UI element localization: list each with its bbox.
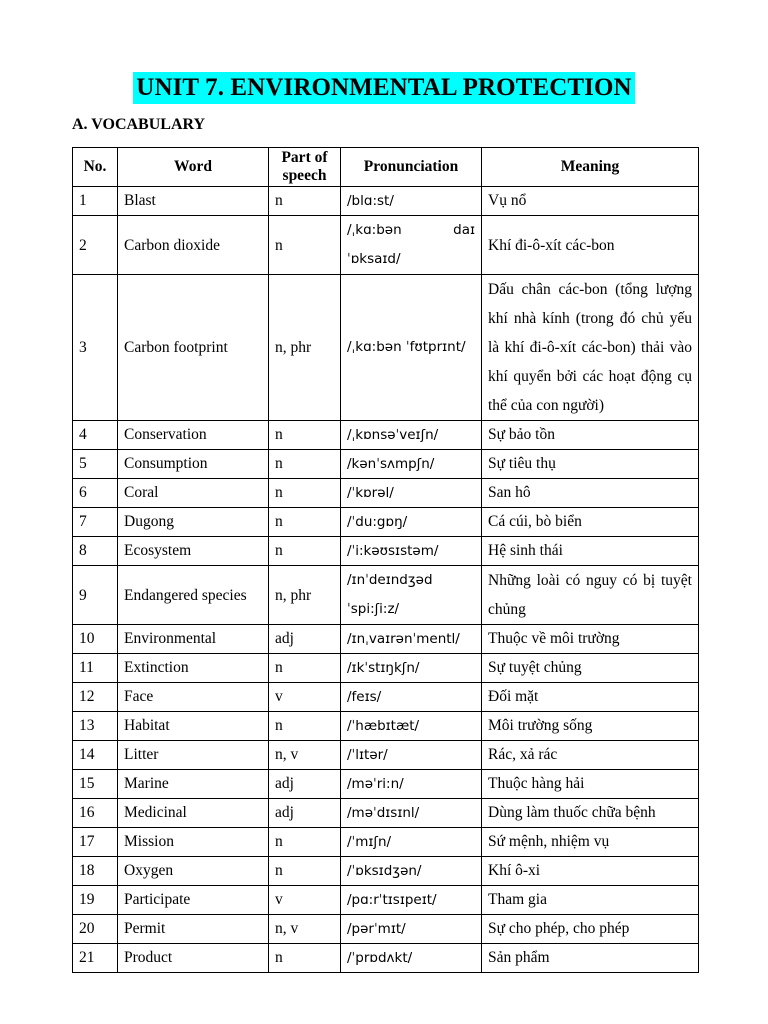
cell-pronunciation: /ɪnˈdeɪndʒəd ˈspi:ʃi:z/	[341, 566, 482, 625]
cell-pronunciation: /ˈhæbɪtæt/	[341, 712, 482, 741]
page-title: UNIT 7. ENVIRONMENTAL PROTECTION	[133, 72, 634, 104]
cell-part-of-speech: n	[269, 857, 341, 886]
cell-word: Mission	[118, 828, 269, 857]
table-row	[73, 944, 699, 973]
table-header-row	[73, 148, 699, 187]
cell-pronunciation: /ˌkɑ:bən daɪ ˈɒksaɪd/	[341, 216, 482, 275]
cell-word: Product	[118, 944, 269, 973]
header-no: No.	[73, 148, 118, 187]
cell-word: Participate	[118, 886, 269, 915]
table-row	[73, 654, 699, 683]
header-pronunciation: Pronunciation	[341, 148, 482, 187]
cell-pronunciation: /pərˈmɪt/	[341, 915, 482, 944]
header-word: Word	[118, 148, 269, 187]
cell-pronunciation: /feɪs/	[341, 683, 482, 712]
cell-pronunciation: /ˈdu:gɒŋ/	[341, 508, 482, 537]
table-row	[73, 799, 699, 828]
cell-no: 11	[73, 654, 118, 683]
table-row	[73, 886, 699, 915]
cell-no: 7	[73, 508, 118, 537]
cell-no: 16	[73, 799, 118, 828]
cell-pronunciation: /blɑ:st/	[341, 187, 482, 216]
cell-word: Consumption	[118, 450, 269, 479]
cell-meaning: Vụ nổ	[482, 187, 699, 216]
cell-pronunciation: /pɑ:rˈtɪsɪpeɪt/	[341, 886, 482, 915]
cell-meaning: Sự tuyệt chủng	[482, 654, 699, 683]
cell-no: 4	[73, 421, 118, 450]
cell-part-of-speech: n, phr	[269, 566, 341, 625]
table-row	[73, 187, 699, 216]
table-body	[73, 187, 699, 973]
cell-meaning: Thuộc hàng hải	[482, 770, 699, 799]
cell-no: 5	[73, 450, 118, 479]
cell-word: Medicinal	[118, 799, 269, 828]
table-row	[73, 683, 699, 712]
cell-meaning: Dùng làm thuốc chữa bệnh	[482, 799, 699, 828]
cell-part-of-speech: n	[269, 421, 341, 450]
cell-word: Habitat	[118, 712, 269, 741]
cell-no: 2	[73, 216, 118, 275]
table-row	[73, 508, 699, 537]
cell-meaning: Khí ô-xi	[482, 857, 699, 886]
cell-no: 6	[73, 479, 118, 508]
cell-word: Coral	[118, 479, 269, 508]
cell-part-of-speech: n	[269, 508, 341, 537]
table-row	[73, 625, 699, 654]
table-row	[73, 741, 699, 770]
cell-meaning: Dấu chân các-bon (tổng lượng khí nhà kính (trong đó chủ yếu là khí đi-ô-xít các-bon) thải vào khí quyển bởi các hoạt động cụ thể của con người)	[482, 275, 699, 421]
title-wrapper	[0, 72, 768, 104]
cell-part-of-speech: n, v	[269, 741, 341, 770]
table-row	[73, 537, 699, 566]
cell-part-of-speech: n, phr	[269, 275, 341, 421]
cell-meaning: Sứ mệnh, nhiệm vụ	[482, 828, 699, 857]
table-row	[73, 421, 699, 450]
cell-part-of-speech: v	[269, 683, 341, 712]
cell-part-of-speech: n	[269, 450, 341, 479]
cell-meaning: Khí đi-ô-xít các-bon	[482, 216, 699, 275]
cell-word: Face	[118, 683, 269, 712]
cell-part-of-speech: n	[269, 712, 341, 741]
cell-word: Permit	[118, 915, 269, 944]
cell-no: 20	[73, 915, 118, 944]
cell-no: 19	[73, 886, 118, 915]
cell-meaning: Sản phẩm	[482, 944, 699, 973]
cell-word: Blast	[118, 187, 269, 216]
cell-no: 17	[73, 828, 118, 857]
table-row	[73, 828, 699, 857]
cell-no: 18	[73, 857, 118, 886]
cell-no: 9	[73, 566, 118, 625]
cell-no: 1	[73, 187, 118, 216]
cell-word: Marine	[118, 770, 269, 799]
cell-no: 13	[73, 712, 118, 741]
cell-word: Conservation	[118, 421, 269, 450]
cell-meaning: Những loài có nguy có bị tuyệt chủng	[482, 566, 699, 625]
cell-word: Dugong	[118, 508, 269, 537]
table-row	[73, 275, 699, 421]
cell-word: Ecosystem	[118, 537, 269, 566]
cell-pronunciation: /ˈi:kəʊsɪstəm/	[341, 537, 482, 566]
table-row	[73, 479, 699, 508]
cell-no: 21	[73, 944, 118, 973]
cell-pronunciation: /ˈlɪtər/	[341, 741, 482, 770]
cell-part-of-speech: n	[269, 216, 341, 275]
cell-meaning: San hô	[482, 479, 699, 508]
cell-meaning: Sự bảo tồn	[482, 421, 699, 450]
cell-pronunciation: /ɪkˈstɪŋkʃn/	[341, 654, 482, 683]
cell-no: 10	[73, 625, 118, 654]
cell-part-of-speech: n	[269, 537, 341, 566]
cell-no: 15	[73, 770, 118, 799]
cell-part-of-speech: adj	[269, 770, 341, 799]
cell-part-of-speech: n	[269, 828, 341, 857]
cell-pronunciation: /kənˈsʌmpʃn/	[341, 450, 482, 479]
cell-word: Litter	[118, 741, 269, 770]
cell-part-of-speech: v	[269, 886, 341, 915]
cell-pronunciation: /ˈprɒdʌkt/	[341, 944, 482, 973]
cell-part-of-speech: n	[269, 187, 341, 216]
cell-pronunciation: /ˌkɒnsəˈveɪʃn/	[341, 421, 482, 450]
cell-word: Environmental	[118, 625, 269, 654]
cell-part-of-speech: n	[269, 654, 341, 683]
cell-no: 12	[73, 683, 118, 712]
cell-word: Oxygen	[118, 857, 269, 886]
cell-pronunciation: /məˈri:n/	[341, 770, 482, 799]
cell-word: Endangered species	[118, 566, 269, 625]
cell-word: Carbon dioxide	[118, 216, 269, 275]
cell-part-of-speech: adj	[269, 799, 341, 828]
table-row	[73, 566, 699, 625]
cell-pronunciation: /ˌkɑ:bən ˈfʊtprɪnt/	[341, 275, 482, 421]
cell-word: Extinction	[118, 654, 269, 683]
cell-meaning: Rác, xả rác	[482, 741, 699, 770]
vocabulary-table	[72, 147, 699, 973]
cell-meaning: Đối mặt	[482, 683, 699, 712]
table-row	[73, 712, 699, 741]
cell-part-of-speech: n	[269, 944, 341, 973]
header-meaning: Meaning	[482, 148, 699, 187]
cell-pronunciation: /məˈdɪsɪnl/	[341, 799, 482, 828]
cell-no: 3	[73, 275, 118, 421]
cell-pronunciation: /ɪnˌvaɪrənˈmentl/	[341, 625, 482, 654]
cell-meaning: Tham gia	[482, 886, 699, 915]
cell-meaning: Cá cúi, bò biển	[482, 508, 699, 537]
table-row	[73, 857, 699, 886]
cell-meaning: Sự tiêu thụ	[482, 450, 699, 479]
header-part-of-speech: Part of speech	[269, 148, 341, 187]
table-row	[73, 770, 699, 799]
cell-no: 8	[73, 537, 118, 566]
cell-part-of-speech: n, v	[269, 915, 341, 944]
cell-pronunciation: /ˈɒksɪdʒən/	[341, 857, 482, 886]
cell-part-of-speech: n	[269, 479, 341, 508]
cell-no: 14	[73, 741, 118, 770]
cell-pronunciation: /ˈmɪʃn/	[341, 828, 482, 857]
section-heading: A. VOCABULARY	[72, 116, 206, 133]
cell-pronunciation: /ˈkɒrəl/	[341, 479, 482, 508]
cell-meaning: Hệ sinh thái	[482, 537, 699, 566]
table-row	[73, 450, 699, 479]
cell-part-of-speech: adj	[269, 625, 341, 654]
cell-meaning: Môi trường sống	[482, 712, 699, 741]
table-row	[73, 216, 699, 275]
cell-meaning: Thuộc về môi trường	[482, 625, 699, 654]
cell-word: Carbon footprint	[118, 275, 269, 421]
table-row	[73, 915, 699, 944]
cell-meaning: Sự cho phép, cho phép	[482, 915, 699, 944]
